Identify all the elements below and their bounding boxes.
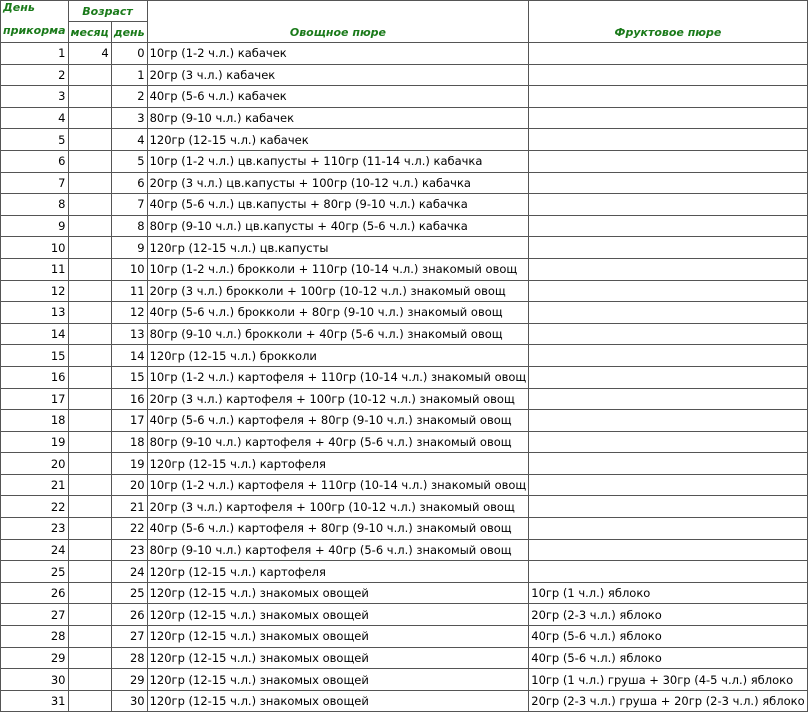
cell-vegetable-puree[interactable]: 40гр (5-6 ч.л.) картофеля + 80гр (9-10 ч.л.) знакомый овощ	[147, 518, 529, 540]
cell-fruit-puree[interactable]	[529, 237, 807, 259]
table-row	[1, 518, 808, 540]
cell-vegetable-puree[interactable]: 20гр (3 ч.л.) картофеля + 100гр (10-12 ч.л.) знакомый овощ	[147, 388, 529, 410]
cell-fruit-puree[interactable]	[529, 172, 807, 194]
cell-day[interactable]: 6	[111, 172, 147, 194]
cell-month[interactable]	[68, 366, 111, 388]
table-row	[1, 302, 808, 324]
cell-fruit-puree[interactable]	[529, 302, 807, 324]
cell-vegetable-puree[interactable]: 120гр (12-15 ч.л.) картофеля	[147, 561, 529, 583]
cell-day[interactable]: 7	[111, 194, 147, 216]
cell-feeding-day[interactable]: 2	[1, 64, 69, 86]
cell-day[interactable]: 22	[111, 518, 147, 540]
table-row	[1, 345, 808, 367]
table-row	[1, 431, 808, 453]
cell-fruit-puree[interactable]	[529, 107, 807, 129]
cell-fruit-puree[interactable]	[529, 86, 807, 108]
cell-feeding-day[interactable]: 3	[1, 86, 69, 108]
cell-fruit-puree[interactable]: 20гр (2-3 ч.л.) яблоко	[529, 604, 807, 626]
cell-feeding-day[interactable]: 17	[1, 388, 69, 410]
cell-day[interactable]: 16	[111, 388, 147, 410]
cell-vegetable-puree[interactable]: 120гр (12-15 ч.л.) картофеля	[147, 453, 529, 475]
cell-day[interactable]: 11	[111, 280, 147, 302]
cell-fruit-puree[interactable]	[529, 64, 807, 86]
table-row	[1, 539, 808, 561]
cell-day[interactable]: 0	[111, 43, 147, 65]
cell-month[interactable]	[68, 626, 111, 648]
cell-vegetable-puree[interactable]: 120гр (12-15 ч.л.) брокколи	[147, 345, 529, 367]
cell-fruit-puree[interactable]: 20гр (2-3 ч.л.) груша + 20гр (2-3 ч.л.) яблоко	[529, 690, 807, 712]
cell-feeding-day[interactable]: 24	[1, 539, 69, 561]
cell-feeding-day[interactable]: 18	[1, 410, 69, 432]
cell-feeding-day[interactable]: 13	[1, 302, 69, 324]
table-row	[1, 43, 808, 65]
cell-day[interactable]: 21	[111, 496, 147, 518]
table-row	[1, 453, 808, 475]
table-row	[1, 172, 808, 194]
cell-fruit-puree[interactable]	[529, 474, 807, 496]
cell-vegetable-puree[interactable]: 10гр (1-2 ч.л.) цв.капусты + 110гр (11-14 ч.л.) кабачка	[147, 150, 529, 172]
cell-vegetable-puree[interactable]: 120гр (12-15 ч.л.) кабачек	[147, 129, 529, 151]
cell-fruit-puree[interactable]: 10гр (1 ч.л.) яблоко	[529, 582, 807, 604]
table-row	[1, 150, 808, 172]
cell-month[interactable]	[68, 64, 111, 86]
cell-feeding-day[interactable]: 16	[1, 366, 69, 388]
cell-month[interactable]	[68, 474, 111, 496]
cell-month[interactable]	[68, 431, 111, 453]
cell-feeding-day[interactable]: 21	[1, 474, 69, 496]
cell-feeding-day[interactable]: 10	[1, 237, 69, 259]
cell-fruit-puree[interactable]	[529, 496, 807, 518]
header-vegetable-puree: Овощное пюре	[147, 1, 529, 43]
cell-vegetable-puree[interactable]: 120гр (12-15 ч.л.) знакомых овощей	[147, 690, 529, 712]
cell-vegetable-puree[interactable]: 120гр (12-15 ч.л.) знакомых овощей	[147, 582, 529, 604]
cell-fruit-puree[interactable]	[529, 43, 807, 65]
header-fruit-puree: Фруктовое пюре	[529, 1, 807, 43]
cell-day[interactable]: 20	[111, 474, 147, 496]
cell-day[interactable]: 14	[111, 345, 147, 367]
cell-fruit-puree[interactable]	[529, 431, 807, 453]
cell-day[interactable]: 23	[111, 539, 147, 561]
cell-feeding-day[interactable]: 30	[1, 669, 69, 691]
table-row	[1, 582, 808, 604]
header-month: месяц	[68, 22, 111, 43]
table-row	[1, 129, 808, 151]
cell-day[interactable]: 10	[111, 258, 147, 280]
cell-feeding-day[interactable]: 9	[1, 215, 69, 237]
cell-fruit-puree[interactable]	[529, 561, 807, 583]
cell-fruit-puree[interactable]: 40гр (5-6 ч.л.) яблоко	[529, 647, 807, 669]
cell-feeding-day[interactable]: 4	[1, 107, 69, 129]
cell-month[interactable]: 4	[68, 43, 111, 65]
cell-vegetable-puree[interactable]: 10гр (1-2 ч.л.) брокколи + 110гр (10-14 ч.л.) знакомый овощ	[147, 258, 529, 280]
cell-day[interactable]: 24	[111, 561, 147, 583]
table-row	[1, 690, 808, 712]
cell-vegetable-puree[interactable]: 10гр (1-2 ч.л.) картофеля + 110гр (10-14 ч.л.) знакомый овощ	[147, 474, 529, 496]
cell-feeding-day[interactable]: 22	[1, 496, 69, 518]
cell-vegetable-puree[interactable]: 20гр (3 ч.л.) картофеля + 100гр (10-12 ч.л.) знакомый овощ	[147, 496, 529, 518]
cell-vegetable-puree[interactable]: 120гр (12-15 ч.л.) цв.капусты	[147, 237, 529, 259]
cell-month[interactable]	[68, 345, 111, 367]
cell-day[interactable]: 13	[111, 323, 147, 345]
cell-month[interactable]	[68, 129, 111, 151]
cell-fruit-puree[interactable]	[529, 258, 807, 280]
cell-month[interactable]	[68, 258, 111, 280]
cell-vegetable-puree[interactable]: 80гр (9-10 ч.л.) цв.капусты + 40гр (5-6 ч.л.) кабачка	[147, 215, 529, 237]
cell-feeding-day[interactable]: 23	[1, 518, 69, 540]
cell-fruit-puree[interactable]	[529, 215, 807, 237]
cell-feeding-day[interactable]: 1	[1, 43, 69, 65]
cell-fruit-puree[interactable]	[529, 280, 807, 302]
cell-fruit-puree[interactable]	[529, 453, 807, 475]
table-row	[1, 86, 808, 108]
cell-day[interactable]: 28	[111, 647, 147, 669]
table-row	[1, 323, 808, 345]
cell-month[interactable]	[68, 604, 111, 626]
cell-day[interactable]: 30	[111, 690, 147, 712]
cell-vegetable-puree[interactable]: 120гр (12-15 ч.л.) знакомых овощей	[147, 669, 529, 691]
cell-month[interactable]	[68, 86, 111, 108]
cell-feeding-day[interactable]: 6	[1, 150, 69, 172]
cell-day[interactable]: 4	[111, 129, 147, 151]
cell-month[interactable]	[68, 582, 111, 604]
cell-month[interactable]	[68, 453, 111, 475]
cell-feeding-day[interactable]: 11	[1, 258, 69, 280]
cell-fruit-puree[interactable]	[529, 518, 807, 540]
header-age: Возраст	[68, 1, 147, 22]
cell-day[interactable]: 17	[111, 410, 147, 432]
header-day-of-feeding-line1: День	[3, 1, 35, 14]
cell-day[interactable]: 15	[111, 366, 147, 388]
table-row	[1, 64, 808, 86]
table-row	[1, 410, 808, 432]
cell-month[interactable]	[68, 107, 111, 129]
cell-fruit-puree[interactable]: 10гр (1 ч.л.) груша + 30гр (4-5 ч.л.) яблоко	[529, 669, 807, 691]
cell-day[interactable]: 18	[111, 431, 147, 453]
cell-month[interactable]	[68, 323, 111, 345]
cell-feeding-day[interactable]: 27	[1, 604, 69, 626]
cell-day[interactable]: 12	[111, 302, 147, 324]
table-row	[1, 496, 808, 518]
cell-fruit-puree[interactable]	[529, 323, 807, 345]
cell-fruit-puree[interactable]	[529, 366, 807, 388]
cell-month[interactable]	[68, 669, 111, 691]
cell-fruit-puree[interactable]	[529, 388, 807, 410]
cell-vegetable-puree[interactable]: 10гр (1-2 ч.л.) картофеля + 110гр (10-14 ч.л.) знакомый овощ	[147, 366, 529, 388]
cell-day[interactable]: 29	[111, 669, 147, 691]
cell-month[interactable]	[68, 539, 111, 561]
header-row-1	[1, 1, 808, 22]
cell-vegetable-puree[interactable]: 80гр (9-10 ч.л.) кабачек	[147, 107, 529, 129]
cell-vegetable-puree[interactable]: 40гр (5-6 ч.л.) кабачек	[147, 86, 529, 108]
table-row	[1, 561, 808, 583]
cell-month[interactable]	[68, 647, 111, 669]
cell-month[interactable]	[68, 690, 111, 712]
cell-vegetable-puree[interactable]: 40гр (5-6 ч.л.) картофеля + 80гр (9-10 ч.л.) знакомый овощ	[147, 410, 529, 432]
cell-month[interactable]	[68, 518, 111, 540]
cell-day[interactable]: 25	[111, 582, 147, 604]
cell-vegetable-puree[interactable]: 120гр (12-15 ч.л.) знакомых овощей	[147, 604, 529, 626]
cell-month[interactable]	[68, 280, 111, 302]
table-row	[1, 474, 808, 496]
cell-fruit-puree[interactable]	[529, 129, 807, 151]
cell-day[interactable]: 9	[111, 237, 147, 259]
cell-day[interactable]: 2	[111, 86, 147, 108]
cell-month[interactable]	[68, 561, 111, 583]
cell-feeding-day[interactable]: 28	[1, 626, 69, 648]
cell-vegetable-puree[interactable]: 10гр (1-2 ч.л.) кабачек	[147, 43, 529, 65]
table-row	[1, 669, 808, 691]
cell-feeding-day[interactable]: 8	[1, 194, 69, 216]
cell-fruit-puree[interactable]	[529, 345, 807, 367]
cell-feeding-day[interactable]: 25	[1, 561, 69, 583]
cell-vegetable-puree[interactable]: 80гр (9-10 ч.л.) картофеля + 40гр (5-6 ч.л.) знакомый овощ	[147, 431, 529, 453]
cell-month[interactable]	[68, 237, 111, 259]
cell-vegetable-puree[interactable]: 80гр (9-10 ч.л.) брокколи + 40гр (5-6 ч.л.) знакомый овощ	[147, 323, 529, 345]
table-row	[1, 258, 808, 280]
cell-feeding-day[interactable]: 20	[1, 453, 69, 475]
cell-month[interactable]	[68, 150, 111, 172]
header-day: день	[111, 22, 147, 43]
cell-day[interactable]: 3	[111, 107, 147, 129]
cell-vegetable-puree[interactable]: 20гр (3 ч.л.) цв.капусты + 100гр (10-12 ч.л.) кабачка	[147, 172, 529, 194]
table-row	[1, 280, 808, 302]
cell-fruit-puree[interactable]	[529, 150, 807, 172]
cell-vegetable-puree[interactable]: 20гр (3 ч.л.) брокколи + 100гр (10-12 ч.л.) знакомый овощ	[147, 280, 529, 302]
cell-fruit-puree[interactable]	[529, 194, 807, 216]
cell-vegetable-puree[interactable]: 120гр (12-15 ч.л.) знакомых овощей	[147, 626, 529, 648]
cell-feeding-day[interactable]: 31	[1, 690, 69, 712]
table-row	[1, 237, 808, 259]
cell-fruit-puree[interactable]	[529, 539, 807, 561]
cell-vegetable-puree[interactable]: 40гр (5-6 ч.л.) брокколи + 80гр (9-10 ч.л.) знакомый овощ	[147, 302, 529, 324]
table-row	[1, 626, 808, 648]
table-row	[1, 366, 808, 388]
cell-month[interactable]	[68, 302, 111, 324]
cell-feeding-day[interactable]: 7	[1, 172, 69, 194]
cell-feeding-day[interactable]: 29	[1, 647, 69, 669]
cell-feeding-day[interactable]: 15	[1, 345, 69, 367]
cell-day[interactable]: 19	[111, 453, 147, 475]
table-row	[1, 388, 808, 410]
table-row	[1, 647, 808, 669]
cell-fruit-puree[interactable]: 40гр (5-6 ч.л.) яблоко	[529, 626, 807, 648]
cell-vegetable-puree[interactable]: 20гр (3 ч.л.) кабачек	[147, 64, 529, 86]
cell-fruit-puree[interactable]	[529, 410, 807, 432]
cell-vegetable-puree[interactable]: 120гр (12-15 ч.л.) знакомых овощей	[147, 647, 529, 669]
cell-month[interactable]	[68, 172, 111, 194]
table-row	[1, 604, 808, 626]
cell-month[interactable]	[68, 215, 111, 237]
cell-day[interactable]: 27	[111, 626, 147, 648]
cell-feeding-day[interactable]: 19	[1, 431, 69, 453]
cell-feeding-day[interactable]: 14	[1, 323, 69, 345]
cell-day[interactable]: 26	[111, 604, 147, 626]
cell-feeding-day[interactable]: 26	[1, 582, 69, 604]
cell-feeding-day[interactable]: 5	[1, 129, 69, 151]
cell-vegetable-puree[interactable]: 80гр (9-10 ч.л.) картофеля + 40гр (5-6 ч.л.) знакомый овощ	[147, 539, 529, 561]
cell-month[interactable]	[68, 388, 111, 410]
cell-month[interactable]	[68, 410, 111, 432]
cell-day[interactable]: 8	[111, 215, 147, 237]
cell-feeding-day[interactable]: 12	[1, 280, 69, 302]
cell-day[interactable]: 5	[111, 150, 147, 172]
header-day-of-feeding-line2: прикорма	[3, 24, 66, 37]
cell-month[interactable]	[68, 194, 111, 216]
cell-day[interactable]: 1	[111, 64, 147, 86]
table-row	[1, 107, 808, 129]
header-day-of-feeding	[1, 1, 69, 43]
table-row	[1, 194, 808, 216]
table-row	[1, 215, 808, 237]
cell-month[interactable]	[68, 496, 111, 518]
cell-vegetable-puree[interactable]: 40гр (5-6 ч.л.) цв.капусты + 80гр (9-10 ч.л.) кабачка	[147, 194, 529, 216]
